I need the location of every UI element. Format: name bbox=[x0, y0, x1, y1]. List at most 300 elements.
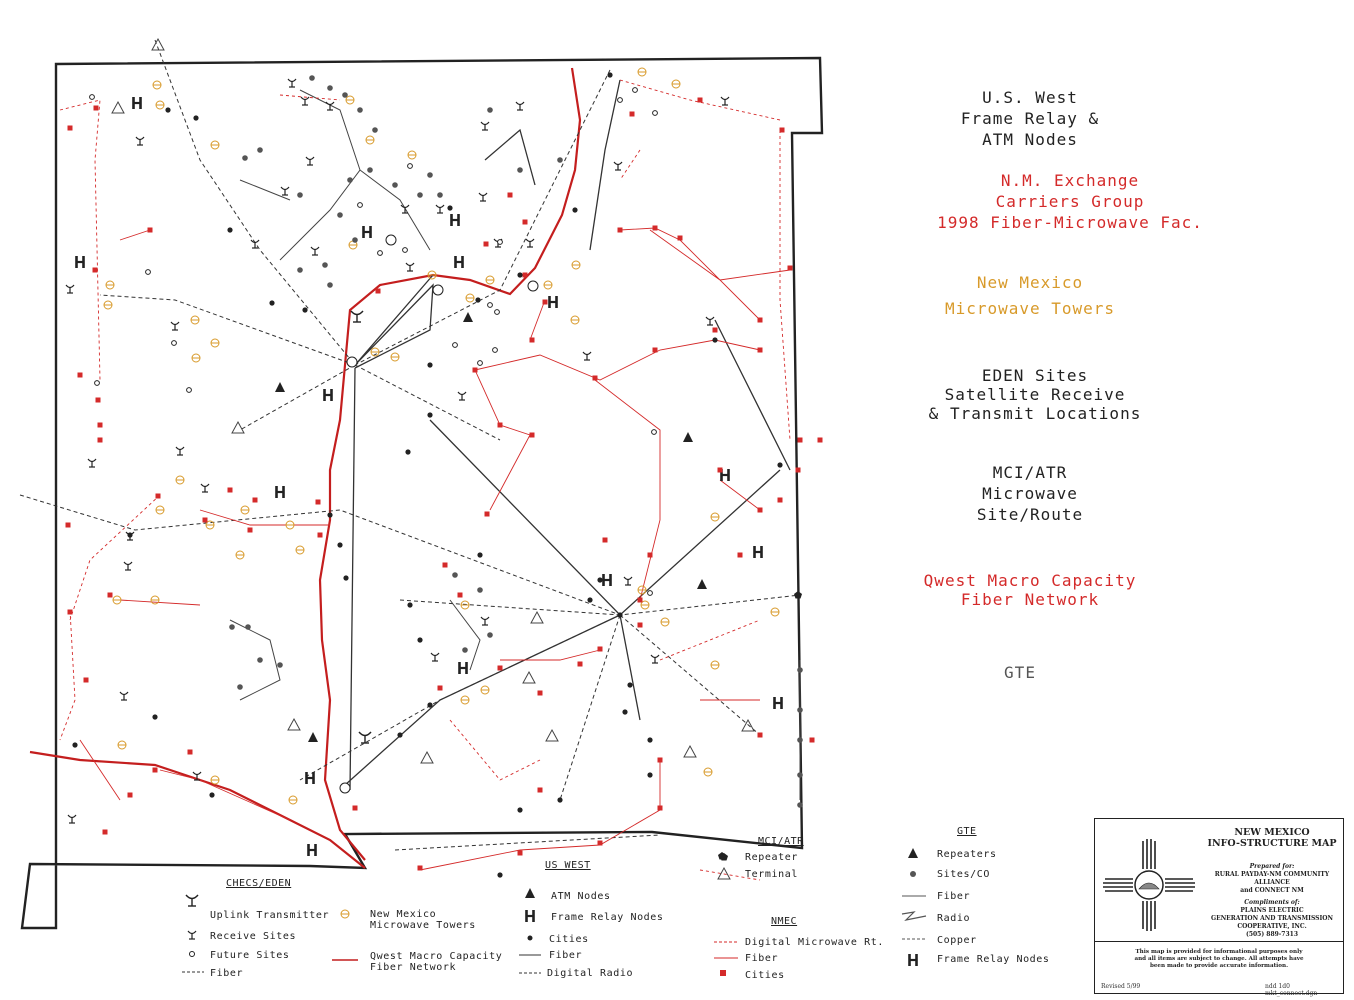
receive-dish-icon bbox=[406, 263, 414, 271]
nmec-city-icon bbox=[798, 438, 803, 443]
microwave-tower-icon bbox=[192, 354, 200, 362]
microwave-tower-icon bbox=[391, 353, 399, 361]
label-qwest: Qwest Macro Capacity Fiber Network bbox=[923, 571, 1137, 609]
legend-gte-copper: Copper bbox=[937, 935, 977, 946]
gte-site-icon bbox=[327, 85, 333, 91]
gte-site-icon bbox=[437, 192, 443, 198]
microwave-tower-icon bbox=[711, 661, 719, 669]
nmec-city-icon bbox=[68, 610, 73, 615]
future-site-icon bbox=[90, 95, 95, 100]
city-dot-icon bbox=[597, 577, 602, 582]
nmec-city-icon bbox=[518, 851, 523, 856]
receive-dish-icon bbox=[301, 97, 309, 105]
frame-relay-node-icon bbox=[755, 546, 762, 558]
terminal-icon bbox=[421, 752, 433, 763]
legend-uswest-cities: Cities bbox=[549, 934, 589, 945]
label-nm-exchange: N.M. Exchange Carriers Group 1998 Fiber-Microwave Fac. bbox=[937, 171, 1203, 232]
nmec-city-icon bbox=[598, 841, 603, 846]
nmec-city-icon bbox=[810, 738, 815, 743]
terminal-icon bbox=[288, 719, 300, 730]
frame-relay-node-icon bbox=[550, 296, 557, 308]
gte-site-icon bbox=[309, 75, 315, 81]
gte-site-icon bbox=[322, 262, 328, 268]
nmec-city-icon bbox=[94, 106, 99, 111]
microwave-tower-icon bbox=[638, 68, 646, 76]
legend-uswest-title: US WEST bbox=[545, 860, 591, 871]
nmec-city-icon bbox=[353, 806, 358, 811]
gte-site-icon bbox=[357, 107, 363, 113]
microwave-tower-icon bbox=[572, 261, 580, 269]
city-dot-icon bbox=[475, 297, 480, 302]
receive-dish-icon bbox=[481, 122, 489, 130]
legend-nmec-title: NMEC bbox=[771, 916, 798, 927]
legend-gte-radio: Radio bbox=[937, 913, 971, 924]
microwave-tower-icon bbox=[296, 546, 304, 554]
receive-dish-icon bbox=[479, 193, 487, 201]
legend-nmec-fiber: Fiber bbox=[745, 953, 779, 964]
nmec-city-icon bbox=[796, 468, 801, 473]
receive-dish-icon bbox=[68, 815, 76, 823]
legend-digital-microwave: Digital Microwave Rt. bbox=[745, 937, 885, 948]
nmec-city-icon bbox=[103, 830, 108, 835]
nmec-city-icon bbox=[530, 433, 535, 438]
microwave-tower-icon bbox=[286, 521, 294, 529]
nmec-city-icon bbox=[713, 328, 718, 333]
label-us-west: U.S. West Frame Relay & ATM Nodes bbox=[960, 88, 1100, 149]
microwave-tower-icon bbox=[341, 910, 349, 918]
info-file: ndd 1d0 mkt_connect.dgn bbox=[1265, 983, 1318, 997]
city-dot-icon bbox=[337, 542, 342, 547]
gte-site-icon bbox=[327, 282, 333, 288]
nmec-city-icon bbox=[658, 758, 663, 763]
city-dot-icon bbox=[269, 300, 274, 305]
receive-dish-icon bbox=[431, 653, 439, 661]
gte-site-icon bbox=[237, 684, 243, 690]
nmec-city-icon bbox=[738, 553, 743, 558]
uplink-dish-icon bbox=[186, 895, 198, 906]
receive-dish-icon bbox=[66, 285, 74, 293]
hub-circle-icon bbox=[386, 235, 396, 245]
future-site-icon bbox=[172, 341, 177, 346]
nmec-city-icon bbox=[108, 593, 113, 598]
legend-mci-symbols bbox=[712, 848, 742, 882]
nmec-city-icon bbox=[658, 806, 663, 811]
legend-terminal: Terminal bbox=[745, 869, 798, 880]
frame-relay-node-icon bbox=[604, 574, 611, 586]
gte-site-icon bbox=[487, 632, 493, 638]
microwave-tower-icon bbox=[156, 506, 164, 514]
frame-relay-node-icon bbox=[307, 772, 314, 784]
microwave-tower-icon bbox=[771, 608, 779, 616]
label-nm-microwave: New Mexico Microwave Towers bbox=[944, 273, 1116, 318]
gte-site-icon bbox=[367, 167, 373, 173]
atm-node-icon bbox=[463, 312, 473, 322]
terminal-icon bbox=[531, 612, 543, 623]
microwave-tower-icon bbox=[672, 80, 680, 88]
hub-circle-icon bbox=[433, 285, 443, 295]
receive-dish-icon bbox=[526, 239, 534, 247]
zia-sun-logo bbox=[1099, 829, 1199, 941]
receive-dish-icon bbox=[306, 157, 314, 165]
future-site-icon bbox=[618, 98, 623, 103]
nmec-city-icon bbox=[788, 266, 793, 271]
microwave-tower-icon bbox=[481, 686, 489, 694]
nmec-city-icon bbox=[66, 523, 71, 528]
city-dot-icon bbox=[405, 449, 410, 454]
city-dot-icon bbox=[427, 702, 432, 707]
legend-nmec-symbols bbox=[712, 934, 742, 982]
terminal-icon bbox=[112, 102, 124, 113]
nmec-city-icon bbox=[648, 553, 653, 558]
microwave-tower-icon bbox=[113, 596, 121, 604]
nmec-city-icon bbox=[498, 423, 503, 428]
city-dot-icon bbox=[587, 597, 592, 602]
city-dot-icon bbox=[407, 602, 412, 607]
legend-frame-relay: Frame Relay Nodes bbox=[551, 912, 664, 923]
microwave-tower-icon bbox=[191, 316, 199, 324]
city-dot-icon bbox=[427, 412, 432, 417]
nmec-city-icon bbox=[653, 348, 658, 353]
microwave-tower-icon bbox=[176, 476, 184, 484]
microwave-tower-icon bbox=[153, 81, 161, 89]
atm-node-icon bbox=[275, 382, 285, 392]
nmec-city-icon bbox=[443, 563, 448, 568]
future-site-icon bbox=[453, 343, 458, 348]
legend-gte-fiber: Fiber bbox=[937, 891, 971, 902]
city-dot-icon bbox=[528, 936, 533, 941]
microwave-tower-icon bbox=[241, 506, 249, 514]
gte-site-icon bbox=[452, 572, 458, 578]
gte-site-icon bbox=[487, 107, 493, 113]
nmec-city-icon bbox=[153, 768, 158, 773]
microwave-tower-icon bbox=[461, 601, 469, 609]
legend-checs-title: CHECS/EDEN bbox=[226, 878, 292, 889]
nmec-city-icon bbox=[538, 691, 543, 696]
gte-radio-lines bbox=[230, 90, 800, 800]
frame-relay-node-icon bbox=[364, 226, 371, 238]
nmec-city-icon bbox=[593, 376, 598, 381]
microwave-tower-icon bbox=[104, 301, 112, 309]
microwave-tower-icon bbox=[711, 513, 719, 521]
nmec-city-icon bbox=[758, 508, 763, 513]
nmec-city-icon bbox=[538, 788, 543, 793]
uplink-dish-icon bbox=[359, 732, 371, 743]
microwave-tower-icon bbox=[151, 596, 159, 604]
future-site-icon bbox=[403, 248, 408, 253]
nmec-city-icon bbox=[253, 498, 258, 503]
receive-dish-icon bbox=[516, 102, 524, 110]
nmec-city-icon bbox=[128, 793, 133, 798]
legend-digital-radio: Digital Radio bbox=[547, 968, 634, 979]
nmec-city-icon bbox=[698, 98, 703, 103]
gte-site-icon bbox=[797, 802, 803, 808]
repeater-icon bbox=[794, 591, 802, 599]
atm-node-icon bbox=[525, 888, 535, 898]
city-dot-icon bbox=[712, 337, 717, 342]
frame-relay-node-icon bbox=[775, 697, 782, 709]
nmec-city-icon bbox=[543, 300, 548, 305]
city-dot-icon bbox=[417, 637, 422, 642]
hub-circle-icon bbox=[528, 281, 538, 291]
nmec-city-icon bbox=[78, 373, 83, 378]
future-site-icon bbox=[408, 164, 413, 169]
nmec-fiber-routes bbox=[80, 228, 790, 870]
microwave-tower-icon bbox=[211, 339, 219, 347]
microwave-tower-icon bbox=[118, 741, 126, 749]
city-dot-icon bbox=[647, 737, 652, 742]
gte-radio-icon bbox=[902, 912, 926, 920]
receive-dish-icon bbox=[124, 562, 132, 570]
label-eden: EDEN Sites Satellite Receive & Transmit Locations bbox=[928, 366, 1142, 423]
nmec-city-icon bbox=[778, 498, 783, 503]
nmec-city-icon bbox=[720, 970, 726, 976]
city-dot-icon bbox=[497, 872, 502, 877]
city-dot-icon bbox=[517, 272, 522, 277]
legend-repeater: Repeater bbox=[745, 852, 798, 863]
frame-relay-node-icon bbox=[77, 256, 84, 268]
repeater-icon bbox=[720, 853, 728, 861]
legend-gte-title: GTE bbox=[957, 826, 977, 837]
gte-site-icon bbox=[229, 624, 235, 630]
legend-gte-symbols bbox=[898, 842, 932, 972]
nmec-city-icon bbox=[780, 128, 785, 133]
gte-site-icon bbox=[297, 192, 303, 198]
microwave-tower-icon bbox=[408, 151, 416, 159]
future-site-icon bbox=[633, 88, 638, 93]
microwave-tower-icon bbox=[544, 281, 552, 289]
terminal-icon bbox=[546, 730, 558, 741]
nmec-city-icon bbox=[818, 438, 823, 443]
terminal-icon bbox=[684, 746, 696, 757]
nmec-city-icon bbox=[758, 318, 763, 323]
gte-site-icon bbox=[477, 587, 483, 593]
frame-relay-node-icon bbox=[309, 844, 316, 856]
atm-node-icon bbox=[697, 579, 707, 589]
city-dot-icon bbox=[193, 115, 198, 120]
city-dot-icon bbox=[427, 362, 432, 367]
city-dot-icon bbox=[617, 612, 622, 617]
nmec-city-icon bbox=[638, 623, 643, 628]
city-dot-icon bbox=[477, 552, 482, 557]
gte-site-icon bbox=[557, 157, 563, 163]
city-dot-icon bbox=[627, 682, 632, 687]
microwave-tower-icon bbox=[661, 618, 669, 626]
microwave-tower-icon bbox=[289, 796, 297, 804]
microwave-tower-icon bbox=[461, 696, 469, 704]
gte-site-icon bbox=[462, 647, 468, 653]
nmec-city-icon bbox=[484, 242, 489, 247]
city-dot-icon bbox=[72, 742, 77, 747]
future-site-icon bbox=[498, 240, 503, 245]
receive-dish-icon bbox=[458, 392, 466, 400]
legend-future: Future Sites bbox=[210, 950, 290, 961]
legend-checs-fiber: Fiber bbox=[210, 968, 244, 979]
microwave-tower-icon bbox=[211, 141, 219, 149]
city-dot-icon bbox=[607, 72, 612, 77]
future-site-icon bbox=[378, 251, 383, 256]
legend-gte-sites: Sites/CO bbox=[937, 869, 990, 880]
legend-mci-title: MCI/ATR bbox=[758, 836, 804, 847]
gte-site-icon bbox=[372, 127, 378, 133]
microwave-tower-icon bbox=[346, 96, 354, 104]
title-block bbox=[1094, 818, 1344, 997]
nmec-city-icon bbox=[603, 538, 608, 543]
nmec-city-icon bbox=[98, 423, 103, 428]
atm-node-icon bbox=[308, 732, 318, 742]
gte-site-icon bbox=[347, 177, 353, 183]
nmec-city-icon bbox=[68, 126, 73, 131]
gte-site-icon bbox=[797, 707, 803, 713]
nmec-city-icon bbox=[84, 678, 89, 683]
uplink-dish-icon bbox=[351, 311, 363, 322]
receive-dish-icon bbox=[614, 162, 622, 170]
nmec-city-icon bbox=[458, 593, 463, 598]
receive-dish-icon bbox=[311, 247, 319, 255]
city-dot-icon bbox=[517, 807, 522, 812]
frame-relay-node-icon bbox=[325, 389, 332, 401]
receive-dish-icon bbox=[88, 459, 96, 467]
nmec-city-icon bbox=[228, 488, 233, 493]
city-dot-icon bbox=[557, 797, 562, 802]
receive-dish-icon bbox=[721, 97, 729, 105]
receive-dish-icon bbox=[136, 137, 144, 145]
receive-dish-icon bbox=[401, 205, 409, 213]
microwave-tower-icon bbox=[366, 136, 374, 144]
nmec-city-icon bbox=[93, 268, 98, 273]
receive-dish-icon bbox=[120, 692, 128, 700]
nmec-city-icon bbox=[638, 598, 643, 603]
nmec-city-icon bbox=[618, 228, 623, 233]
microwave-tower-icon bbox=[236, 551, 244, 559]
receive-dish-icon bbox=[288, 79, 296, 87]
nmec-city-icon bbox=[523, 220, 528, 225]
future-site-icon bbox=[652, 430, 657, 435]
terminal-icon bbox=[232, 422, 244, 433]
gte-site-icon bbox=[337, 212, 343, 218]
gte-site-icon bbox=[797, 737, 803, 743]
future-site-icon bbox=[478, 361, 483, 366]
state-boundary bbox=[22, 58, 822, 928]
nmec-city-icon bbox=[678, 236, 683, 241]
gte-site-icon bbox=[392, 182, 398, 188]
nmec-city-icon bbox=[148, 228, 153, 233]
info-title: NEW MEXICO INFO-STRUCTURE MAP bbox=[1207, 827, 1337, 849]
future-site-icon bbox=[493, 348, 498, 353]
future-site-icon bbox=[648, 591, 653, 596]
nmec-city-icon bbox=[498, 666, 503, 671]
legend-qwest: Qwest Macro Capacity Fiber Network bbox=[370, 951, 503, 973]
microwave-tower-icon bbox=[211, 776, 219, 784]
legend-uplink: Uplink Transmitter bbox=[210, 910, 330, 921]
microwave-tower-icon bbox=[428, 271, 436, 279]
city-dot-icon bbox=[572, 207, 577, 212]
nmec-city-icon bbox=[630, 112, 635, 117]
frame-relay-node-icon bbox=[722, 469, 729, 481]
receive-dish-icon bbox=[651, 655, 659, 663]
gte-site-icon bbox=[242, 155, 248, 161]
nmec-city-icon bbox=[758, 348, 763, 353]
nmec-city-icon bbox=[718, 468, 723, 473]
frame-relay-node-icon bbox=[277, 486, 284, 498]
us-west-fiber bbox=[345, 80, 790, 790]
nmec-city-icon bbox=[473, 368, 478, 373]
terminal-icon bbox=[718, 868, 730, 879]
map-symbols bbox=[66, 39, 823, 878]
atm-node-icon bbox=[683, 432, 693, 442]
info-prepared: Prepared for: RURAL PAYDAY-NM COMMUNITY ALLIANCE and CONNECT NM bbox=[1214, 863, 1330, 894]
gte-site-icon bbox=[797, 772, 803, 778]
future-site-icon bbox=[146, 270, 151, 275]
microwave-tower-icon bbox=[466, 294, 474, 302]
city-dot-icon bbox=[152, 714, 157, 719]
nmec-city-icon bbox=[98, 438, 103, 443]
future-site-icon bbox=[95, 381, 100, 386]
receive-dish-icon bbox=[481, 617, 489, 625]
nmec-city-icon bbox=[156, 494, 161, 499]
receive-dish-icon bbox=[436, 205, 444, 213]
mci-microwave-route bbox=[20, 40, 800, 850]
hub-circle-icon bbox=[340, 783, 350, 793]
future-site-icon bbox=[495, 310, 500, 315]
legend-uswest-symbols bbox=[515, 882, 545, 982]
frame-relay-node-icon bbox=[134, 97, 141, 109]
nmec-city-icon bbox=[523, 273, 528, 278]
gte-site-icon bbox=[245, 624, 251, 630]
future-site-icon bbox=[653, 111, 658, 116]
future-site-icon bbox=[187, 388, 192, 393]
city-dot-icon bbox=[302, 307, 307, 312]
nmec-city-icon bbox=[578, 662, 583, 667]
info-compliments: Compliments of: PLAINS ELECTRIC GENERATION AND TRANSMISSION COOPERATIVE, INC. (505) 889-7313 bbox=[1211, 899, 1333, 938]
legend-gte-repeaters: Repeaters bbox=[937, 849, 997, 860]
legend-atm: ATM Nodes bbox=[551, 891, 611, 902]
future-site-icon bbox=[488, 303, 493, 308]
gte-site-icon bbox=[297, 267, 303, 273]
microwave-tower-icon bbox=[486, 276, 494, 284]
receive-dish-icon bbox=[176, 447, 184, 455]
gte-site-icon bbox=[352, 237, 358, 243]
nmec-city-icon bbox=[418, 866, 423, 871]
receive-dish-icon bbox=[171, 322, 179, 330]
microwave-tower-icon bbox=[704, 768, 712, 776]
nmec-microwave-routes bbox=[60, 80, 790, 880]
gte-frame-relay-icon bbox=[910, 954, 917, 966]
nmec-city-icon bbox=[530, 338, 535, 343]
city-dot-icon bbox=[209, 792, 214, 797]
info-revised: Revised 5/99 bbox=[1101, 983, 1141, 990]
nmec-city-icon bbox=[485, 512, 490, 517]
nmec-city-icon bbox=[203, 518, 208, 523]
city-dot-icon bbox=[397, 732, 402, 737]
gte-site-icon bbox=[427, 172, 433, 178]
nmec-city-icon bbox=[508, 193, 513, 198]
nmec-city-icon bbox=[248, 528, 253, 533]
receive-dish-icon bbox=[281, 187, 289, 195]
future-site-icon bbox=[358, 203, 363, 208]
city-dot-icon bbox=[343, 575, 348, 580]
frame-relay-node-icon bbox=[456, 256, 463, 268]
city-dot-icon bbox=[622, 709, 627, 714]
microwave-tower-icon bbox=[571, 316, 579, 324]
gte-site-icon bbox=[910, 871, 916, 877]
nmec-city-icon bbox=[653, 226, 658, 231]
microwave-tower-icon bbox=[156, 101, 164, 109]
frame-relay-node-icon bbox=[452, 214, 459, 226]
nmec-city-icon bbox=[188, 750, 193, 755]
legend-uswest-fiber: Fiber bbox=[549, 950, 583, 961]
receive-dish-icon bbox=[201, 484, 209, 492]
city-dot-icon bbox=[127, 532, 132, 537]
